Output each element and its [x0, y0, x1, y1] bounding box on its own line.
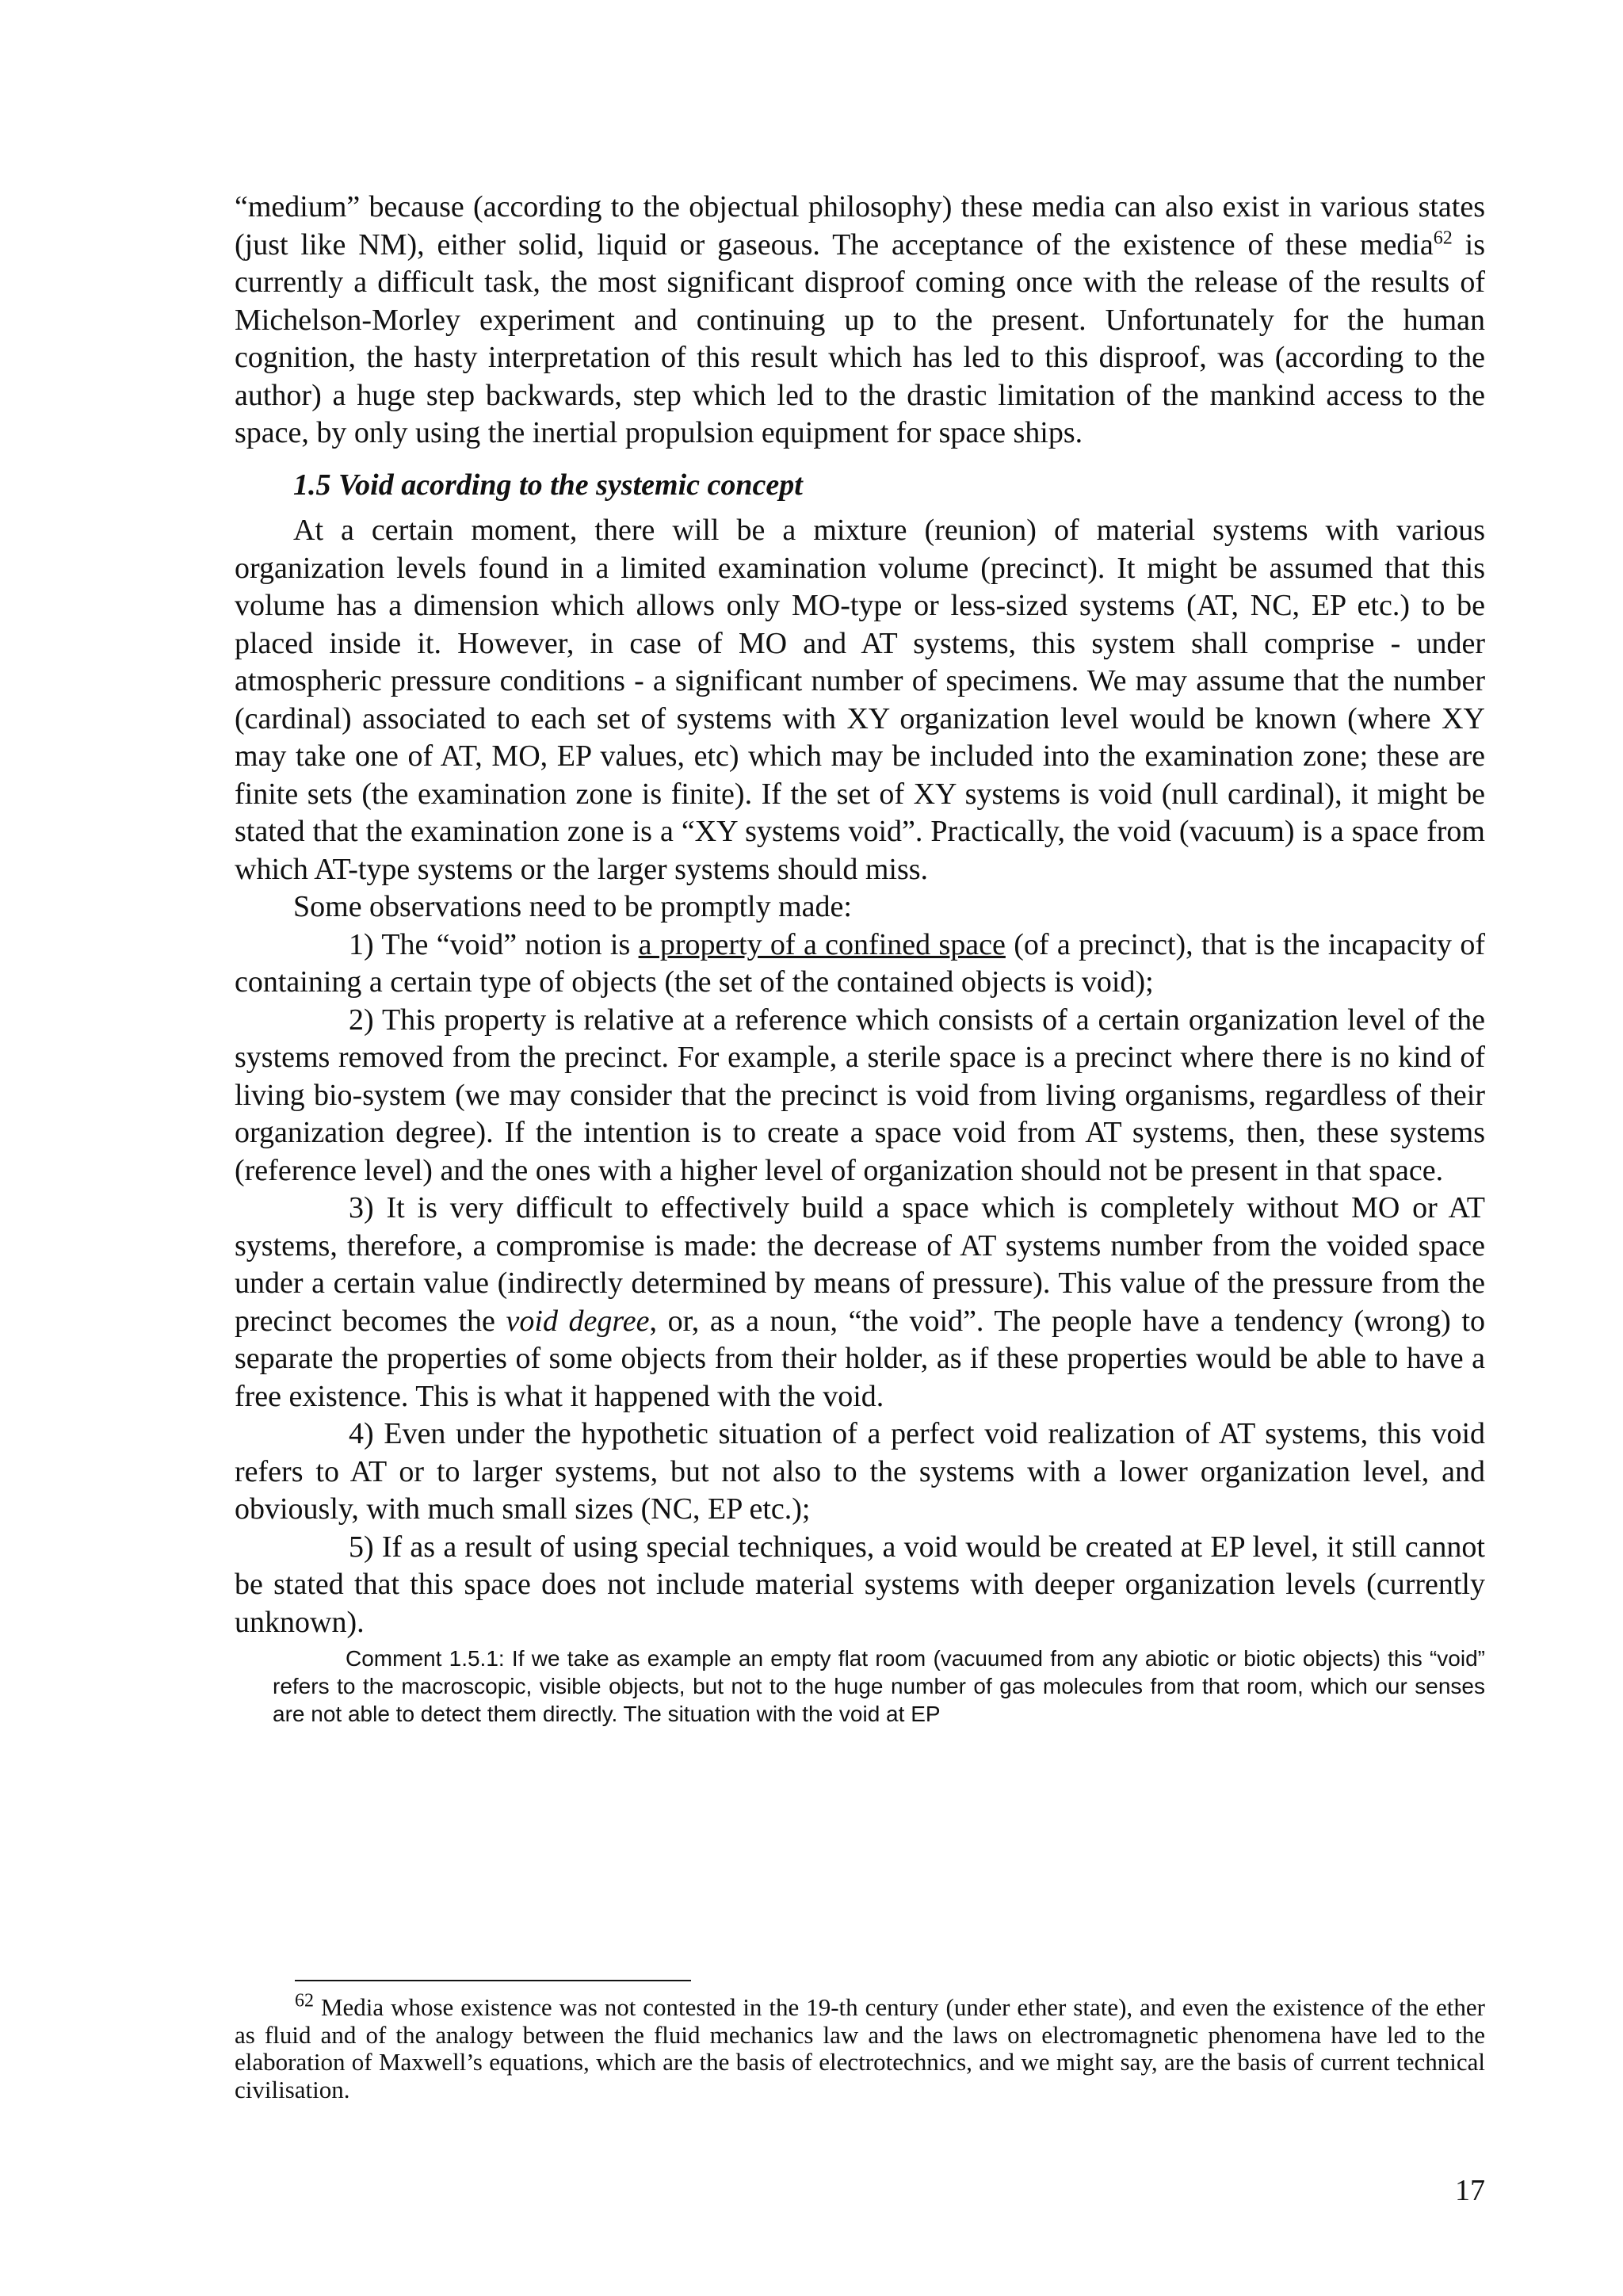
- observation-item-1-continuation: (of a precinct), that is the incapacity of containing a certain type of objects (the set of the contained objects is void);: [235, 927, 1486, 999]
- footnote: [235, 1990, 1485, 2103]
- observation-item-1-underlined: a property of a confined space: [638, 927, 1006, 961]
- footnote-separator: [295, 1980, 691, 1981]
- opening-paragraph-text: “medium” because (according to the objectual philosophy) these media can also exist in various states (just like NM), either solid, liquid or gaseous. The acceptance of the existence of these media: [235, 190, 1485, 262]
- page-body: [235, 189, 1485, 1728]
- observation-item-4: 4) Even under the hypothetic situation of a perfect void realization of AT systems, this void refers to AT or to larger systems, but not also to the systems with a lower organization level, and obviously, with much small sizes (NC, EP etc.);: [235, 1417, 1485, 1526]
- footnote-reference[interactable]: 62: [1433, 227, 1453, 248]
- observation-item-2: 2) This property is relative at a reference which consists of a certain organization level of the systems removed from the precinct. For example, a sterile space is a precinct where there is no kind of living bio-system (we may consider that the precinct is void from living organisms, regardless of their organization degree). If the intention is to create a space void from AT systems, then, these systems (reference level) and the ones with a higher level of organization should not be present in that space.: [235, 1003, 1485, 1187]
- observation-item-3-text: 3) It is very difficult to effectively build a space which is completely without MO or AT systems, therefore, a compromise is made: the decrease of AT systems number from the voided space under a certain value (indirectly determined by means of pressure). This value of the pressure from the precinct becomes the: [235, 1191, 1485, 1338]
- observation-item-1-text: 1) The “void” notion is: [349, 927, 639, 961]
- paragraph-observations-intro: Some observations need to be promptly made:: [293, 890, 852, 923]
- observation-item-3-continuation: , or, as a noun, “the void”. The people have a tendency (wrong) to separate the properties of some objects from their holder, as if these properties would be able to have a free existence. This is what it happened with the void.: [235, 1304, 1485, 1413]
- section-heading: 1.5 Void acording to the systemic concept: [293, 468, 803, 502]
- comment-1-5-1: Comment 1.5.1: If we take as example an empty flat room (vacuumed from any abiotic or biotic objects) this “void” refers to the macroscopic, visible objects, but not to the huge number of gas molecules from that room, which our senses are not able to detect them directly. The situation with the void at EP: [273, 1646, 1485, 1726]
- footnote-text: Media whose existence was not contested in the 19-th century (under ether state), and even the existence of the ether as fluid and of the analogy between the fluid mechanics law and the laws on electromagnetic phenomena have led to the elaboration of Maxwell’s equations, which are the basis of electrotechnics, and we might say, are the basis of current technical civilisation.: [235, 1993, 1485, 2103]
- observation-item-3: [235, 1190, 1485, 1415]
- page-number: 17: [1455, 2174, 1485, 2207]
- opening-paragraph-continuation: is currently a difficult task, the most significant disproof coming once with the release of the results of Michelson-Morley experiment and continuing up to the present. Unfortunately for the human cognition, the hasty interpretation of this result which has led to this disproof, was (according to the author) a huge step backwards, step which led to the drastic limitation of the mankind access to the space, by only using the inertial propulsion equipment for space ships.: [235, 227, 1485, 449]
- observation-item-3-italic: void degree: [506, 1304, 650, 1338]
- observation-item-5: 5) If as a result of using special techniques, a void would be created at EP level, it still cannot be stated that this space does not include material systems with deeper organization levels (currently unknown).: [235, 1530, 1485, 1639]
- observation-item-1: [235, 926, 1485, 1002]
- opening-paragraph: [235, 189, 1485, 453]
- paragraph-void-definition: At a certain moment, there will be a mixture (reunion) of material systems with various organization levels found in a limited examination volume (precinct). It might be assumed that this volume has a dimension which allows only MO-type or less-sized systems (AT, NC, EP etc.) to be placed inside it. However, in case of MO and AT systems, this system shall comprise - under atmospheric pressure conditions - a significant number of specimens. We may assume that the number (cardinal) associated to each set of systems with XY organization level would be known (where XY may take one of AT, MO, EP values, etc) which may be included into the examination zone; these are finite sets (the examination zone is finite). If the set of XY systems is void (null cardinal), it might be stated that the examination zone is a “XY systems void”. Practically, the void (vacuum) is a space from which AT-type systems or the larger systems should miss.: [235, 514, 1485, 886]
- footnote-number: 62: [295, 1990, 314, 2011]
